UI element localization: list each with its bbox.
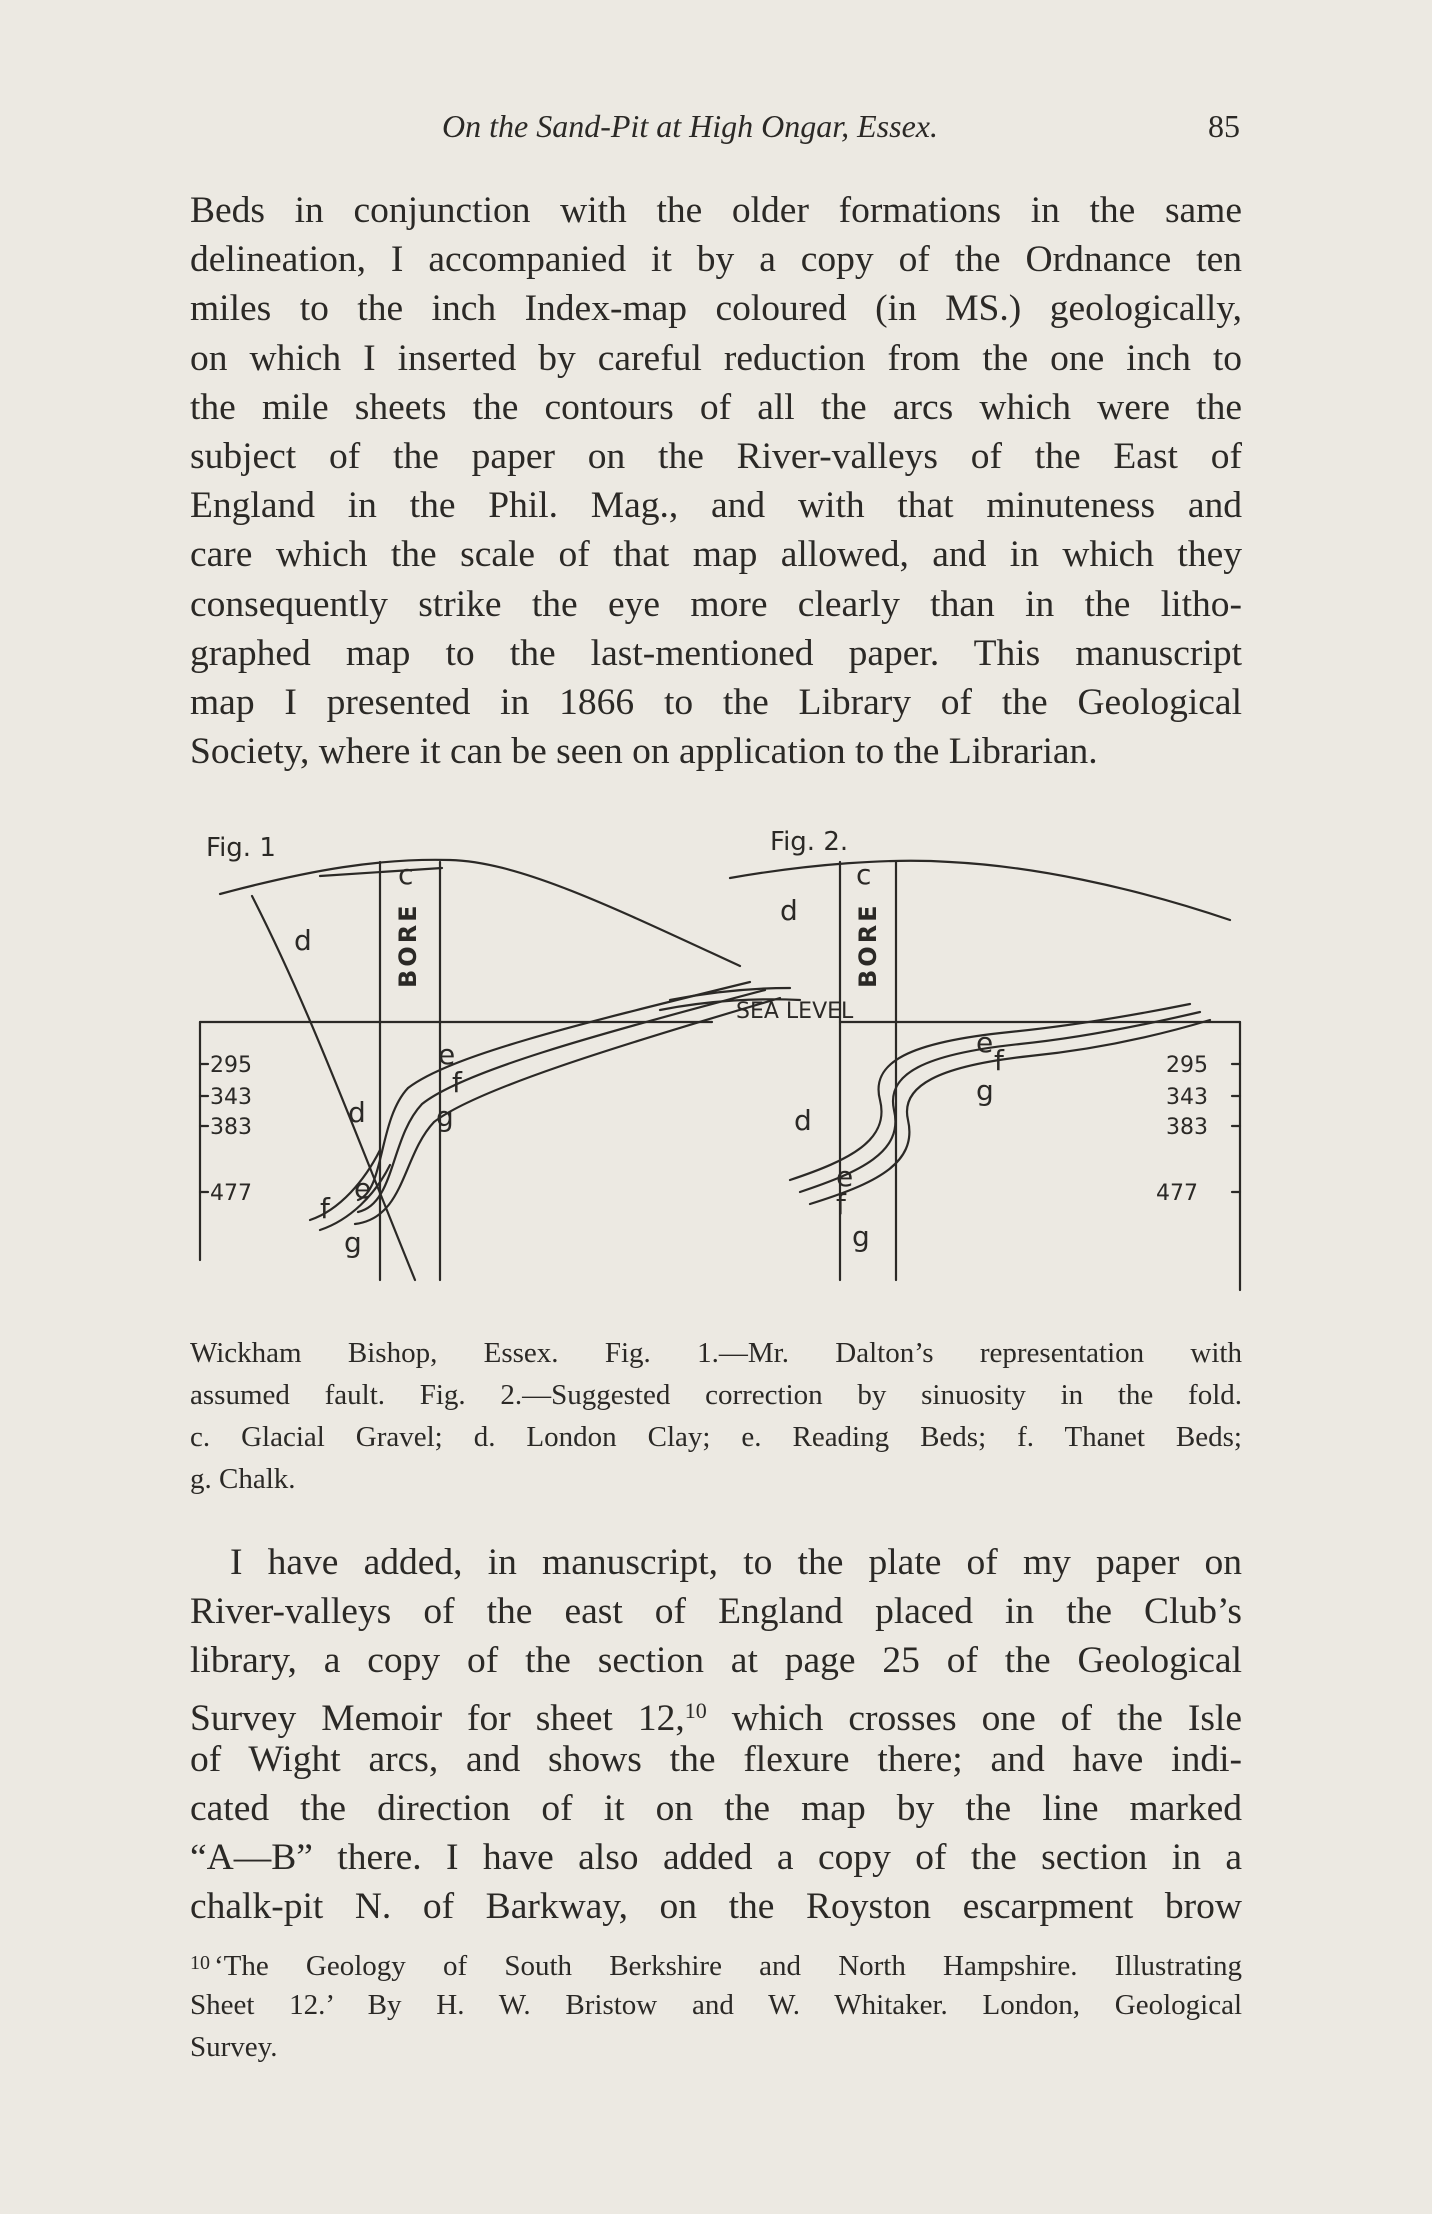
fig1-label-e-left: e xyxy=(354,1172,372,1205)
text-line: map I presented in 1866 to the Library of the Geological xyxy=(190,681,1242,723)
fig2-label-e-lower: e xyxy=(836,1160,854,1193)
fig2-bore-label: BORE xyxy=(854,902,882,988)
footnote-text: ‘The Geology of South Berkshire and North Hampshire. Illustrating xyxy=(214,1950,1242,1982)
footnote-marker: 10 xyxy=(190,1952,210,1974)
text-segment: Survey Memoir for sheet 12, xyxy=(190,1697,685,1739)
fig1-fault-line xyxy=(252,896,415,1280)
fig2-depth-477: 477 xyxy=(1156,1181,1198,1206)
text-line: of Wight arcs, and shows the flexure there; and have indi- xyxy=(190,1738,1242,1780)
text-line: Beds in conjunction with the older formations in the same xyxy=(190,190,1242,231)
paragraph-2 xyxy=(190,1538,1242,1932)
text-line: subject of the paper on the River-valleys of the East of xyxy=(190,435,1242,477)
caption-line: g. Chalk. xyxy=(190,1463,296,1495)
paragraph-1 xyxy=(190,186,1242,776)
fig2-label-d-lower: d xyxy=(794,1104,812,1137)
footnote xyxy=(190,1942,1242,2068)
fig1-label-g-left: g xyxy=(344,1226,362,1259)
text-line: England in the Phil. Mag., and with that minuteness and xyxy=(190,485,1242,527)
fig1-bed-g-top xyxy=(355,998,780,1224)
fig1-label-g-right: g xyxy=(436,1100,454,1133)
fig2-surface-line xyxy=(730,861,1230,920)
fig1-label-f-left: f xyxy=(320,1192,330,1225)
fig1-label-e-right: e xyxy=(438,1038,456,1071)
geological-section-figure xyxy=(190,820,1250,1300)
text-line: cated the direction of it on the map by the line marked xyxy=(190,1787,1242,1829)
fig1-label-c: c xyxy=(398,858,414,891)
fig2-depth-295: 295 xyxy=(1166,1053,1208,1078)
footnote-reference[interactable]: 10 xyxy=(684,1697,707,1723)
fig1-depth-383: 383 xyxy=(210,1115,252,1140)
sea-level-label: SEA LEVEL xyxy=(736,999,854,1024)
text-line: consequently strike the eye more clearly than in the litho- xyxy=(190,583,1242,625)
fig1-title: Fig. 1 xyxy=(206,833,276,863)
fig2-depth-343: 343 xyxy=(1166,1085,1208,1110)
fig1-label-d-lower: d xyxy=(348,1096,366,1129)
figure-caption xyxy=(190,1332,1242,1500)
text-line: on which I inserted by careful reduction from the one inch to xyxy=(190,337,1242,379)
text-segment: which crosses one of the Isle xyxy=(706,1697,1242,1739)
footnote-line xyxy=(190,1942,1242,1984)
fig2-label-f-lower: f xyxy=(836,1188,846,1221)
fig1-depth-477: 477 xyxy=(210,1181,252,1206)
caption-line: assumed fault. Fig. 2.—Suggested correction by sinuosity in the fold. xyxy=(190,1379,1242,1411)
text-line: Society, where it can be seen on application to the Librarian. xyxy=(190,731,1098,773)
fig2-label-d-upper: d xyxy=(780,894,798,927)
fig2-depth-383: 383 xyxy=(1166,1115,1208,1140)
text-line: care which the scale of that map allowed, and in which they xyxy=(190,534,1242,576)
fig1-bore-label: BORE xyxy=(394,902,422,988)
text-line: delineation, I accompanied it by a copy of the Ordnance ten xyxy=(190,239,1242,281)
text-line: “A—B” there. I have also added a copy of the section in a xyxy=(190,1837,1242,1879)
fig2-label-g-lower: g xyxy=(852,1220,870,1253)
footnote-line: Sheet 12.’ By H. W. Bristow and W. Whitaker. London, Geological xyxy=(190,1989,1242,2021)
text-line: I have added, in manuscript, to the plate of my paper on xyxy=(230,1542,1242,1583)
fig2-title: Fig. 2. xyxy=(770,827,849,857)
text-line: library, a copy of the section at page 25 of the Geological xyxy=(190,1640,1242,1682)
fig2-label-f-upper: f xyxy=(994,1044,1004,1077)
fig1-depth-343: 343 xyxy=(210,1085,252,1110)
fig2-label-c: c xyxy=(856,858,872,891)
fig2-bed-g xyxy=(810,1020,1210,1204)
footnote-line: Survey. xyxy=(190,2031,278,2063)
page-header xyxy=(190,108,1240,152)
fig2-label-g-upper: g xyxy=(976,1074,994,1107)
fig1-label-f-right: f xyxy=(452,1066,462,1099)
running-title: On the Sand-Pit at High Ongar, Essex. xyxy=(442,108,938,144)
text-line-with-footnote-ref xyxy=(190,1686,1242,1739)
page-number: 85 xyxy=(1208,108,1240,144)
text-line: River-valleys of the east of England placed in the Club’s xyxy=(190,1591,1242,1633)
fig1-bed-e-top xyxy=(358,982,750,1200)
fig2-label-e-upper: e xyxy=(976,1026,994,1059)
fig1-depth-295: 295 xyxy=(210,1053,252,1078)
caption-line: Wickham Bishop, Essex. Fig. 1.—Mr. Dalton’s representation with xyxy=(190,1337,1242,1369)
text-line: miles to the inch Index-map coloured (in MS.) geologically, xyxy=(190,288,1242,330)
text-line: chalk-pit N. of Barkway, on the Royston escarpment brow xyxy=(190,1886,1242,1928)
text-line: the mile sheets the contours of all the arcs which were the xyxy=(190,386,1242,428)
text-line: graphed map to the last-mentioned paper. This manuscript xyxy=(190,632,1242,674)
fig1-bed-f-top xyxy=(358,990,765,1212)
caption-line: c. Glacial Gravel; d. London Clay; e. Reading Beds; f. Thanet Beds; xyxy=(190,1421,1242,1453)
fig1-label-d-upper: d xyxy=(294,924,312,957)
